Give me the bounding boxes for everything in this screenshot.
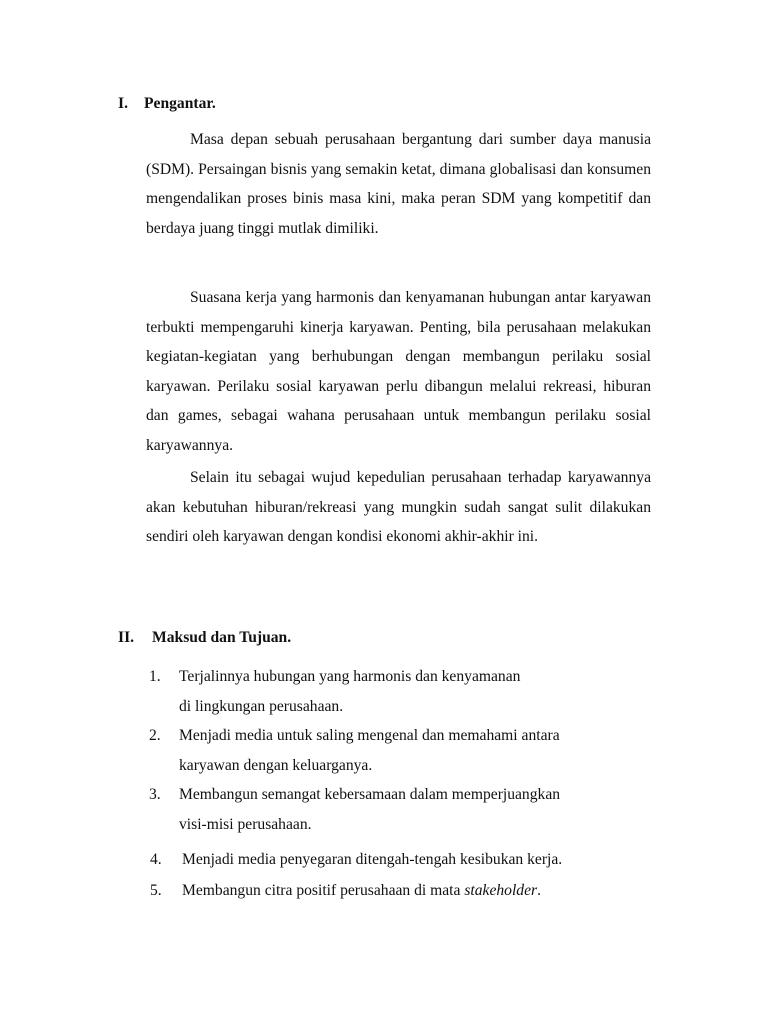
list-item-text-continued: visi-misi perusahaan. — [179, 815, 312, 833]
list-item-number: 4. — [150, 851, 162, 868]
section-1-title: Pengantar. — [144, 95, 216, 112]
list-item-text-continued: di lingkungan perusahaan. — [179, 697, 344, 715]
paragraph-1: Masa depan sebuah perusahaan bergantung dari sumber daya manusia (SDM). Persaingan bisnis yang semakin ketat, dimana globalisasi dan konsumen mengendalikan proses binis masa kini, maka peran SDM yang kompetitif dan berdaya juang tinggi mutlak dimiliki. — [146, 131, 651, 237]
paragraph-2: Suasana kerja yang harmonis dan kenyamanan hubungan antar karyawan terbukti mempengaruhi kinerja karyawan. Penting, bila perusahaan melakukan kegiatan-kegiatan yang berhubungan dengan membangun perilaku sosial karyawan. Perilaku sosial karyawan perlu dibangun melalui rekreasi, hiburan dan games, sebagai wahana perusahaan untuk membangun perilaku sosial karyawannya. — [146, 289, 651, 454]
section-1-heading — [118, 95, 216, 113]
list-item-number: 2. — [149, 727, 161, 744]
list-item-period: . — [537, 882, 542, 899]
list-item-text: Terjalinnya hubungan yang harmonis dan kenyamanan — [179, 668, 521, 685]
section-2-number: II. — [118, 629, 135, 646]
list-item-text-main: Membangun citra positif perusahaan di mata — [182, 882, 465, 899]
stakeholder-term: stakeholder — [464, 882, 538, 899]
list-item-text: Membangun semangat kebersamaan dalam memperjuangkan — [179, 786, 561, 803]
list-item-text — [182, 876, 541, 906]
list-item-text: Menjadi media untuk saling mengenal dan memahami antara — [179, 727, 560, 744]
list-item-number: 5. — [150, 882, 162, 899]
list-item-text-continued: karyawan dengan keluarganya. — [179, 756, 373, 774]
list-item-text: Menjadi media penyegaran ditengah-tengah kesibukan kerja. — [182, 851, 563, 868]
section-2-heading — [118, 629, 291, 647]
list-item-number: 3. — [149, 786, 161, 803]
section-2-title: Maksud dan Tujuan. — [152, 629, 292, 646]
list-item-number: 1. — [149, 668, 161, 685]
paragraph-3: Selain itu sebagai wujud kepedulian perusahaan terhadap karyawannya akan kebutuhan hiburan/rekreasi yang mungkin sudah sangat sulit dilakukan sendiri oleh karyawan dengan kondisi ekonomi akhir-akhir ini. — [146, 469, 651, 546]
section-1-number: I. — [118, 95, 128, 112]
